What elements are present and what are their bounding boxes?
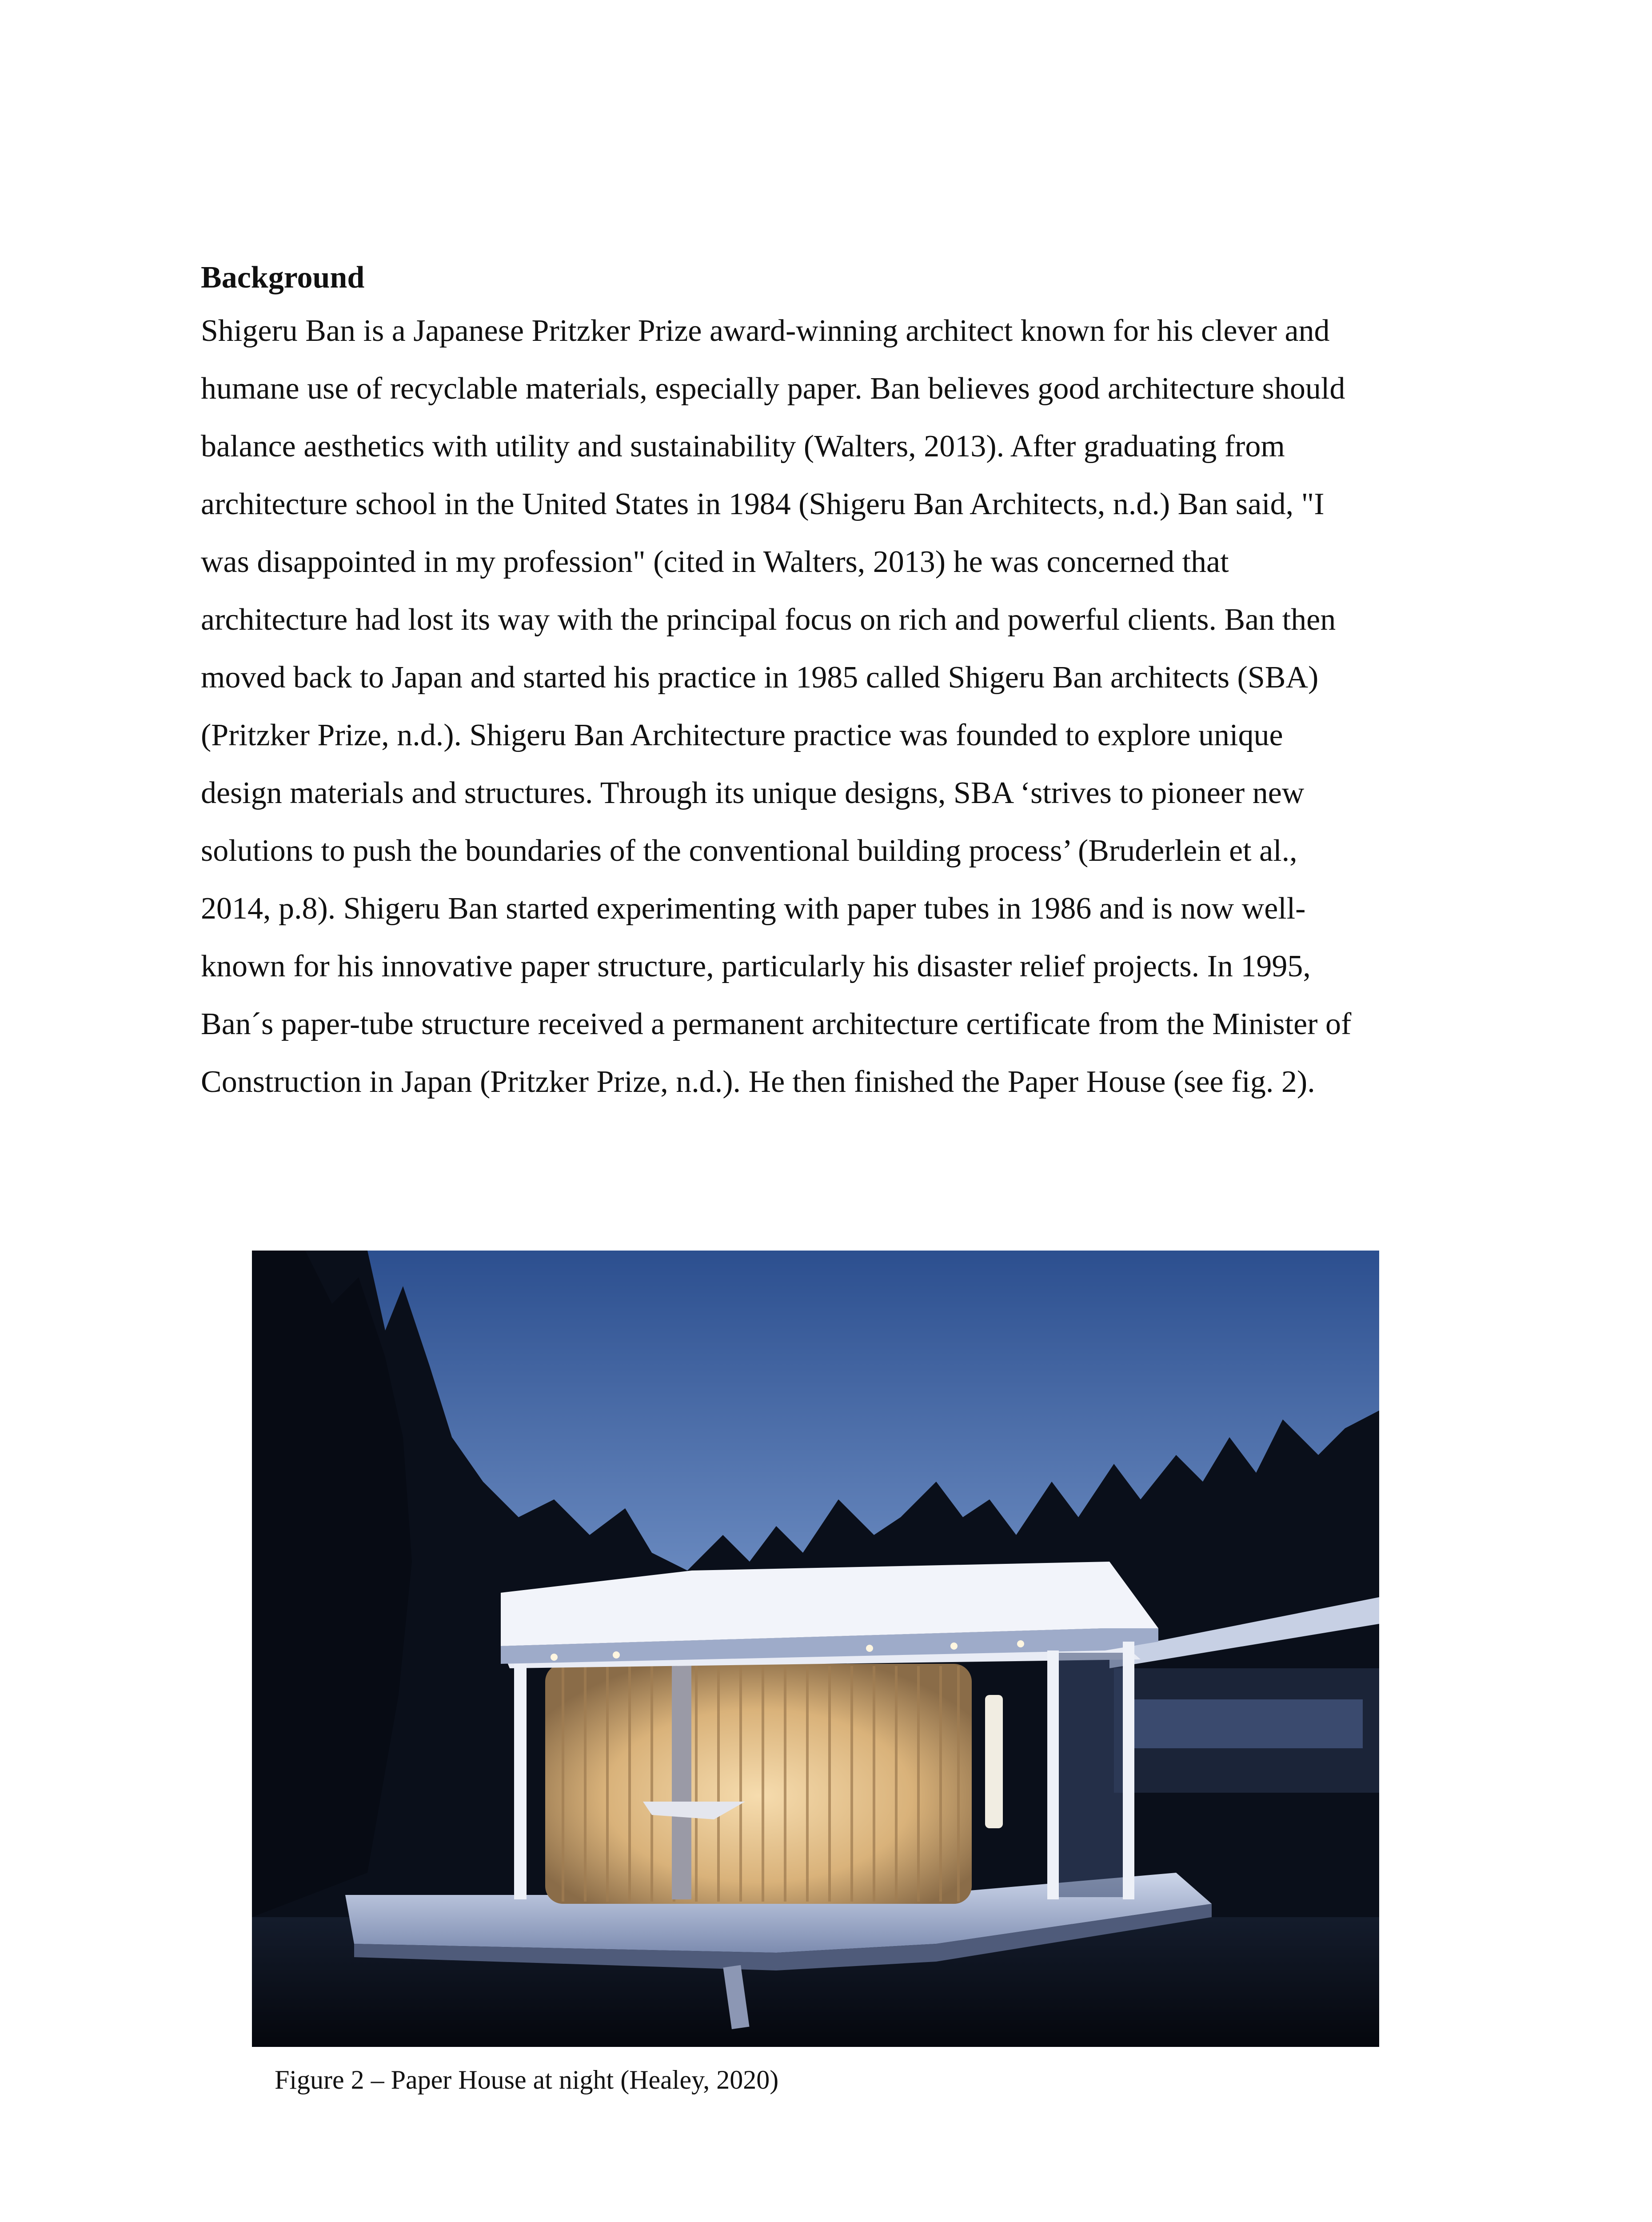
body-paragraph <box>201 302 1489 1111</box>
column <box>514 1664 527 1899</box>
paper-house-photo <box>252 1251 1379 2047</box>
paper-tube-wall <box>545 1664 972 1904</box>
freestanding-fixture <box>985 1695 1003 1828</box>
paragraph-line: Construction in Japan (Pritzker Prize, n.d.). He then finished the Paper House (see fig. 2). <box>201 1065 1315 1099</box>
column <box>1047 1651 1059 1899</box>
section-heading: Background <box>201 260 365 295</box>
paragraph-line: humane use of recyclable materials, especially paper. Ban believes good architecture should <box>201 372 1345 406</box>
paragraph-line: architecture school in the United States in 1984 (Shigeru Ban Architects, n.d.) Ban said, "I <box>201 487 1325 521</box>
paragraph-line: moved back to Japan and started his practice in 1985 called Shigeru Ban architects (SBA) <box>201 660 1319 695</box>
column <box>1123 1642 1134 1899</box>
paragraph-line: 2014, p.8). Shigeru Ban started experimenting with paper tubes in 1986 and is now well- <box>201 891 1306 926</box>
paragraph-line: Ban´s paper-tube structure received a permanent architecture certificate from the Minister of <box>201 1007 1352 1041</box>
paragraph-line: (Pritzker Prize, n.d.). Shigeru Ban Architecture practice was founded to explore unique <box>201 718 1283 752</box>
paragraph-line: architecture had lost its way with the principal focus on rich and powerful clients. Ban then <box>201 603 1336 637</box>
paragraph-line: Shigeru Ban is a Japanese Pritzker Prize award-winning architect known for his clever and <box>201 314 1330 348</box>
paper-house-illustration <box>252 1251 1379 2047</box>
paragraph-line: known for his innovative paper structure, particularly his disaster relief projects. In 1995, <box>201 949 1311 983</box>
side-building-window <box>1123 1699 1363 1748</box>
paragraph-line: design materials and structures. Through its unique designs, SBA ‘strives to pioneer new <box>201 776 1305 810</box>
paragraph-line: balance aesthetics with utility and sustainability (Walters, 2013). After graduating from <box>201 429 1285 464</box>
glass-pane <box>1059 1653 1123 1897</box>
figure-caption: Figure 2 – Paper House at night (Healey, 2020) <box>275 2065 779 2094</box>
paragraph-line: solutions to push the boundaries of the conventional building process’ (Bruderlein et al., <box>201 834 1297 868</box>
interior-column <box>672 1642 691 1899</box>
paragraph-line: was disappointed in my profession" (cited in Walters, 2013) he was concerned that <box>201 545 1229 579</box>
